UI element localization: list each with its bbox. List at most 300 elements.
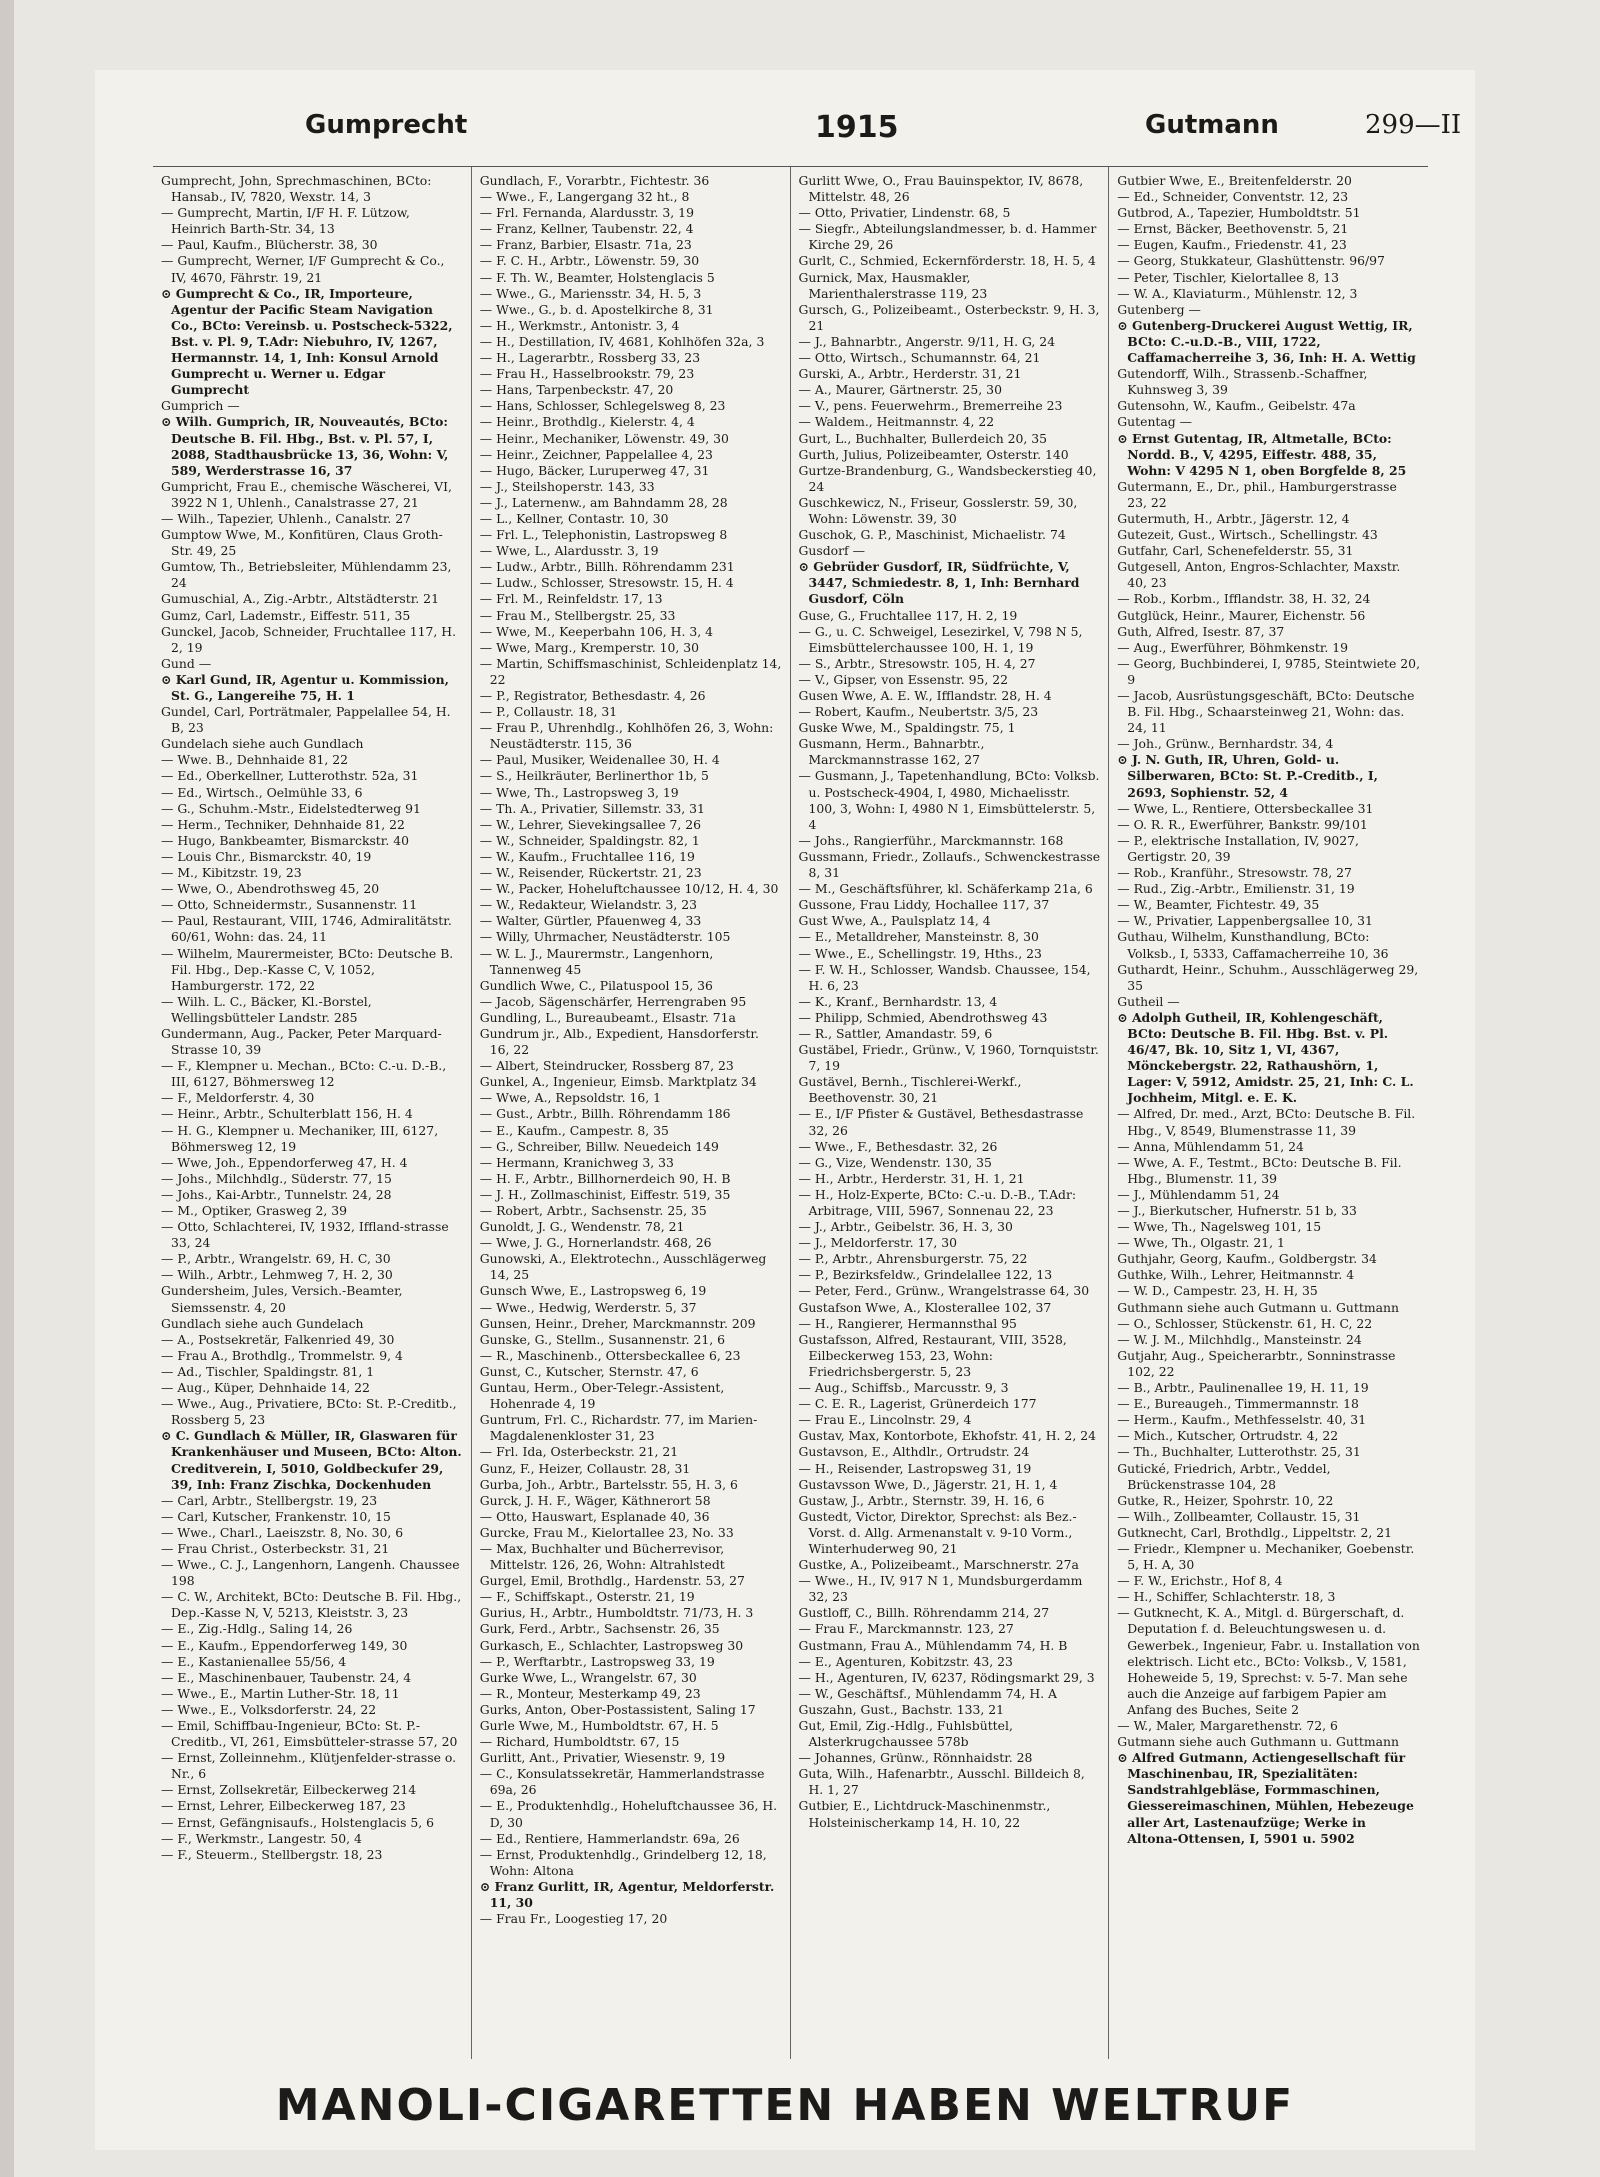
directory-entry: Gustävel, Bernh., Tischlerei-Werkf., Beethovenstr. 30, 21 <box>798 1074 1022 1106</box>
directory-entry: Gustafson Wwe, A., Klosterallee 102, 37 <box>798 1299 1052 1315</box>
directory-entry: Gundel, Carl, Porträtmaler, Pappelallee 54, H. B, 23 <box>161 704 451 736</box>
directory-entry: Gumpricht, Frau E., chemische Wäscherei, VI, 3922 N 1, Uhlenh., Canalstrasse 27, 21 <box>161 478 452 510</box>
directory-entry: — E., Kaufm., Eppendorferweg 149, 30 <box>161 1637 408 1653</box>
directory-entry: — Otto, Privatier, Lindenstr. 68, 5 <box>798 205 1011 221</box>
directory-entry: Gumprich — <box>161 398 240 414</box>
directory-entry: Gutgesell, Anton, Engros-Schlachter, Maxstr. 40, 23 <box>1117 559 1401 591</box>
directory-entry: — Jacob, Ausrüstungsgeschäft, BCto: Deutsche B. Fil. Hbg., Schaarsteinweg 21, Wohn: das. 24, 11 <box>1117 688 1415 736</box>
directory-entry: Guntau, Herm., Ober-Telegr.-Assistent, Hohenrade 4, 19 <box>479 1380 725 1412</box>
directory-entry: — Johs., Rangierführ., Marckmannstr. 168 <box>798 832 1064 848</box>
directory-entry: — Louis Chr., Bismarckstr. 40, 19 <box>161 848 372 864</box>
directory-entry: — H., Lagerarbtr., Rossberg 33, 23 <box>479 350 701 366</box>
directory-entry: — Wwe, Th., Olgastr. 21, 1 <box>1117 1235 1285 1251</box>
directory-entry: — Wwe., E., Martin Luther-Str. 18, 11 <box>161 1685 400 1701</box>
directory-entry: Gurle Wwe, M., Humboldtstr. 67, H. 5 <box>479 1718 719 1733</box>
directory-entry: ⊙ Wilh. Gumprich, IR, Nouveautés, BCto: Deutsche B. Fil. Hbg., Bst. v. Pl. 57, I, 2088, Stadthausbrücke 13, 36, Wohn: V, 589, Werderstrasse 16, 37 <box>161 414 449 478</box>
directory-entry: — Frau M., Stellbergstr. 25, 33 <box>479 607 676 623</box>
directory-entry: — W. J. M., Milchhdlg., Mansteinstr. 24 <box>1117 1331 1362 1347</box>
directory-entry: — Wwe., H., IV, 917 N 1, Mundsburgerdamm 32, 23 <box>798 1573 1083 1605</box>
directory-entry: Gutermuth, H., Arbtr., Jägerstr. 12, 4 <box>1117 510 1350 526</box>
adjacent-page-edge <box>0 0 14 2177</box>
directory-entry: Gutendorff, Wilh., Strassenb.-Schaffner, Kuhnsweg 3, 39 <box>1117 366 1368 398</box>
directory-entry: — Otto, Wirtsch., Schumannstr. 64, 21 <box>798 350 1041 366</box>
directory-entry: Gustke, A., Polizeibeamt., Marschnerstr. 27a <box>798 1557 1079 1573</box>
directory-entry: Guth, Alfred, Isestr. 87, 37 <box>1117 623 1285 639</box>
directory-entry: — Frau F., Marckmannstr. 123, 27 <box>798 1621 1014 1637</box>
directory-entry: Gutheil — <box>1117 993 1180 1009</box>
directory-entry: — S., Arbtr., Stresowstr. 105, H. 4, 27 <box>798 655 1036 671</box>
directory-entry: Gutbier Wwe, E., Breitenfelderstr. 20 <box>1117 173 1352 188</box>
page-header <box>95 110 1475 150</box>
directory-entry: Gustavsson Wwe, D., Jägerstr. 21, H. 1, 4 <box>798 1476 1058 1492</box>
directory-entry: — Wilhelm, Maurermeister, BCto: Deutsche B. Fil. Hbg., Dep.-Kasse C, V, 1052, Hamburgerstr. 172, 22 <box>161 945 454 993</box>
directory-entry: Gurgel, Emil, Brothdlg., Hardenstr. 53, 27 <box>479 1573 745 1589</box>
directory-entry: Guschkewicz, N., Friseur, Gosslerstr. 59, 30, Wohn: Löwenstr. 39, 30 <box>798 494 1078 526</box>
header-page-number: 299—II <box>1365 110 1462 140</box>
directory-entry: — J., Laternenw., am Bahndamm 28, 28 <box>479 494 728 510</box>
directory-entry: Gurt, L., Buchhalter, Bullerdeich 20, 35 <box>798 430 1048 446</box>
directory-entry: — R., Monteur, Mesterkamp 49, 23 <box>479 1685 701 1701</box>
directory-entry: — Wwe, O., Abendrothsweg 45, 20 <box>161 881 380 897</box>
directory-entry: — Johs., Kai-Arbtr., Tunnelstr. 24, 28 <box>161 1186 392 1202</box>
directory-entry: Gut, Emil, Zig.-Hdlg., Fuhlsbüttel, Alsterkrugchaussee 578b <box>798 1718 1013 1750</box>
directory-entry: — Ernst, Zolleinnehm., Klütjenfelder-strasse o. Nr., 6 <box>161 1750 457 1782</box>
directory-entry: — Wwe, Marg., Kremperstr. 10, 30 <box>479 639 700 655</box>
directory-entry: — Otto, Schlachterei, IV, 1932, Iffland-strasse 33, 24 <box>161 1219 449 1251</box>
directory-entry: Gustmann, Frau A., Mühlendamm 74, H. B <box>798 1637 1068 1653</box>
directory-entry: Gurtze-Brandenburg, G., Wandsbeckerstieg 40, 24 <box>798 462 1097 494</box>
directory-entry: — Rud., Zig.-Arbtr., Emilienstr. 31, 19 <box>1117 881 1355 897</box>
directory-entry: — Wwe, A., Repsoldstr. 16, 1 <box>479 1090 662 1106</box>
directory-entry: — Gumprecht, Werner, I/F Gumprecht & Co., IV, 4670, Fährstr. 19, 21 <box>161 253 445 285</box>
directory-entry: — C. W., Architekt, BCto: Deutsche B. Fil. Hbg., Dep.-Kasse N, V, 5213, Kleiststr. 3, 23 <box>161 1589 462 1621</box>
directory-entry: — E., Produktenhdlg., Hoheluftchaussee 36, H. D, 30 <box>479 1798 778 1830</box>
directory-entry: — E., Kastanienallee 55/56, 4 <box>161 1653 347 1669</box>
directory-entry: — Jacob, Sägenschärfer, Herrengraben 95 <box>479 993 747 1009</box>
directory-entry: Gurski, A., Arbtr., Herderstr. 31, 21 <box>798 366 1022 382</box>
directory-entry: — Rob., Kranführ., Stresowstr. 78, 27 <box>1117 865 1352 881</box>
directory-entry: — Wilh., Arbtr., Lehmweg 7, H. 2, 30 <box>161 1267 393 1283</box>
directory-entry: — W. L. J., Maurermstr., Langenhorn, Tannenweg 45 <box>479 945 714 977</box>
directory-entry: — Carl, Kutscher, Frankenstr. 10, 15 <box>161 1508 391 1524</box>
directory-entry: Guse, G., Fruchtallee 117, H. 2, 19 <box>798 607 1018 623</box>
directory-entry: — Frl. Fernanda, Alardusstr. 3, 19 <box>479 205 694 221</box>
directory-entry: — Wwe, M., Keeperbahn 106, H. 3, 4 <box>479 623 713 639</box>
directory-entry: — Wwe., Charl., Laeiszstr. 8, No. 30, 6 <box>161 1524 404 1540</box>
directory-entry: — J., Bahnarbtr., Angerstr. 9/11, H. G, 24 <box>798 333 1056 349</box>
directory-entry: — Paul, Kaufm., Blücherstr. 38, 30 <box>161 237 378 253</box>
directory-entry: — P., elektrische Installation, IV, 9027, Gertigstr. 20, 39 <box>1117 832 1359 864</box>
directory-entry: Gunsch Wwe, E., Lastropsweg 6, 19 <box>479 1283 707 1299</box>
directory-entry: — Gutknecht, K. A., Mitgl. d. Bürgerschaft, d. Deputation f. d. Beleuchtungswesen u. d. Gewerbek., Ingenieur, Fabr. u. Installation von elektrisch. Licht etc., BCto: Volksb., V, 1581, Hoheweide 5, 19, Sprechst: v. 5-7. Man sehe auch die Anzeige auf farbigem Papier am Anfang des Buches, Seite 2 <box>1117 1605 1420 1717</box>
directory-entry: — Frl. Ida, Osterbeckstr. 21, 21 <box>479 1444 679 1460</box>
directory-entry: Gust Wwe, A., Paulsplatz 14, 4 <box>798 913 991 929</box>
directory-entry: — G., u. C. Schweigel, Lesezirkel, V, 798 N 5, Eimsbüttelerchaussee 100, H. 1, 19 <box>798 623 1083 655</box>
directory-entry: Gundling, L., Bureaubeamt., Elsastr. 71a <box>479 1009 736 1025</box>
directory-entry: — H., Agenturen, IV, 6237, Rödingsmarkt 29, 3 <box>798 1669 1095 1685</box>
directory-entry: — Peter, Tischler, Kielortallee 8, 13 <box>1117 269 1340 285</box>
directory-entry: Gurk, Ferd., Arbtr., Sachsenstr. 26, 35 <box>479 1621 720 1637</box>
directory-entry: — W., Geschäftsf., Mühlendamm 74, H. A <box>798 1685 1057 1701</box>
directory-entry: — Wwe., F., Langergang 32 ht., 8 <box>479 189 690 205</box>
directory-entry: — Ernst, Produktenhdlg., Grindelberg 12, 18, Wohn: Altona <box>479 1846 767 1878</box>
directory-entry: — F. Th. W., Beamter, Holstenglacis 5 <box>479 269 715 285</box>
directory-entry: — R., Maschinenb., Ottersbeckallee 6, 23 <box>479 1347 741 1363</box>
directory-entry: Gurlitt, Ant., Privatier, Wiesenstr. 9, 19 <box>479 1750 726 1766</box>
directory-entry: Gussmann, Friedr., Zollaufs., Schwenckestrasse 8, 31 <box>798 848 1101 881</box>
directory-entry: — Th., Buchhalter, Lutterothstr. 25, 31 <box>1117 1444 1361 1460</box>
directory-entry: Gurks, Anton, Ober-Postassistent, Saling 17 <box>479 1701 756 1717</box>
directory-entry: — H., Holz-Experte, BCto: C.-u. D.-B., T.Adr: Arbitrage, VIII, 5967, Sonnenau 22, 23 <box>798 1186 1077 1218</box>
directory-entry: — W., Packer, Hoheluftchaussee 10/12, H. 4, 30 <box>479 881 779 897</box>
directory-entry: — Joh., Grünw., Bernhardstr. 34, 4 <box>1117 736 1334 752</box>
directory-entry: Gusdorf — <box>798 543 865 559</box>
directory-entry: Gusmann, Herm., Bahnarbtr., Marckmannstrasse 162, 27 <box>798 736 985 768</box>
directory-entry: — F., Steuerm., Stellbergstr. 18, 23 <box>161 1846 383 1862</box>
directory-entry: ⊙ Gutenberg-Druckerei August Wettig, IR, BCto: C.-u.D.-B., VIII, 1722, Caffamacherreihe 3, 36, Inh: H. A. Wettig <box>1117 317 1416 366</box>
directory-entry: — G., Schuhm.-Mstr., Eidelstedterweg 91 <box>161 800 421 816</box>
directory-entry: — Frl. M., Reinfeldstr. 17, 13 <box>479 591 663 607</box>
column-1 <box>153 167 472 2059</box>
directory-entry: — Wwe., Hedwig, Werderstr. 5, 37 <box>479 1299 697 1315</box>
directory-entry: — O., Schlosser, Stückenstr. 61, H. C, 22 <box>1117 1315 1373 1331</box>
directory-entry: — O. R. R., Ewerführer, Bankstr. 99/101 <box>1117 816 1368 832</box>
directory-entry: Gurkasch, E., Schlachter, Lastropsweg 30 <box>479 1637 744 1653</box>
directory-entry: Gurlt, C., Schmied, Eckernförderstr. 18, H. 5, 4 <box>798 253 1096 269</box>
directory-entry: — Anna, Mühlendamm 51, 24 <box>1117 1138 1304 1154</box>
directory-entry: — Frl. L., Telephonistin, Lastropsweg 8 <box>479 527 728 543</box>
directory-entry: — J., Meldorferstr. 17, 30 <box>798 1235 957 1251</box>
directory-entry: Gutmann siehe auch Guthmann u. Guttmann <box>1117 1734 1399 1750</box>
directory-entry: ⊙ Adolph Gutheil, IR, Kohlengeschäft, BCto: Deutsche B. Fil. Hbg. Bst. v. Pl. 46/47, Bk. 10, Sitz 1, VI, 4367, Mönckebergstr. 22, Rathaushörn, 1, Lager: V, 5912, Amidstr. 25, 21, Inh: C. L. Jochheim, Mitgl. e. E. K. <box>1117 1009 1414 1106</box>
directory-entry: Guthau, Wilhelm, Kunsthandlung, BCto: Volksb., I, 5333, Caffamacherreihe 10, 36 <box>1117 929 1389 961</box>
directory-entry: — Wwe, A. F., Testmt., BCto: Deutsche B. Fil. Hbg., Blumenstr. 11, 39 <box>1117 1154 1402 1186</box>
directory-entry: — Otto, Hauswart, Esplanade 40, 36 <box>479 1508 710 1524</box>
directory-entry: Gutke, R., Heizer, Spohrstr. 10, 22 <box>1117 1492 1334 1508</box>
directory-entry: — H., Werkmstr., Antonistr. 3, 4 <box>479 317 680 333</box>
directory-entry: — F. W., Erichstr., Hof 8, 4 <box>1117 1573 1283 1589</box>
directory-entry: Guta, Wilh., Hafenarbtr., Ausschl. Billdeich 8, H. 1, 27 <box>798 1766 1085 1798</box>
directory-entry: — W., Redakteur, Wielandstr. 3, 23 <box>479 897 698 913</box>
directory-entry: — Wwe., C. J., Langenhorn, Langenh. Chaussee 198 <box>161 1557 460 1589</box>
directory-entry: — P., Arbtr., Ahrensburgerstr. 75, 22 <box>798 1251 1028 1267</box>
directory-entry: Gustäbel, Friedr., Grünw., V, 1960, Tornquiststr. 7, 19 <box>798 1042 1099 1074</box>
directory-entry: Gumz, Carl, Lademstr., Eiffestr. 511, 35 <box>161 607 411 623</box>
directory-entry: Gunst, C., Kutscher, Sternstr. 47, 6 <box>479 1363 699 1379</box>
directory-entry: — Walter, Gürtler, Pfauenweg 4, 33 <box>479 913 702 929</box>
directory-entry: — Ludw., Arbtr., Billh. Röhrendamm 231 <box>479 559 735 575</box>
directory-entry: — B., Arbtr., Paulinenallee 19, H. 11, 19 <box>1117 1380 1369 1396</box>
directory-entry: Gurth, Julius, Polizeibeamter, Osterstr. 140 <box>798 446 1069 462</box>
directory-entry: — H. G., Klempner u. Mechaniker, III, 6127, Böhmersweg 12, 19 <box>161 1122 439 1154</box>
directory-entry: Guszahn, Gust., Bachstr. 133, 21 <box>798 1701 1005 1717</box>
directory-entry: Gustedt, Victor, Direktor, Sprechst: als Bez.-Vorst. d. Allg. Armenanstalt v. 9-10 Vorm., Winterhuderweg 90, 21 <box>798 1508 1077 1556</box>
directory-entry: Gutfahr, Carl, Schenefelderstr. 55, 31 <box>1117 543 1354 559</box>
directory-entry: Gundersheim, Jules, Versich.-Beamter, Siemssenstr. 4, 20 <box>161 1283 403 1315</box>
directory-entry: — P., Registrator, Bethesdastr. 4, 26 <box>479 688 706 703</box>
directory-entry: Gurius, H., Arbtr., Humboldtstr. 71/73, H. 3 <box>479 1605 754 1621</box>
directory-entry: — M., Optiker, Grasweg 2, 39 <box>161 1203 348 1218</box>
directory-entry: Gumprecht, John, Sprechmaschinen, BCto: Hansab., IV, 7820, Wexstr. 14, 3 <box>161 173 432 205</box>
directory-entry: Gunoldt, J. G., Wendenstr. 78, 21 <box>479 1219 685 1235</box>
directory-entry: — Gust., Arbtr., Billh. Röhrendamm 186 <box>479 1106 731 1122</box>
directory-entry: — Ernst, Bäcker, Beethovenstr. 5, 21 <box>1117 221 1349 237</box>
directory-entry: — R., Sattler, Amandastr. 59, 6 <box>798 1025 993 1041</box>
directory-entry: ⊙ Franz Gurlitt, IR, Agentur, Meldorferstr. 11, 30 <box>479 1878 775 1911</box>
directory-entry: — Ed., Schneider, Conventstr. 12, 23 <box>1117 189 1349 205</box>
directory-entry: — F. W. H., Schlosser, Wandsb. Chaussee, 154, H. 6, 23 <box>798 961 1091 993</box>
directory-entry: — Herm., Techniker, Dehnhaide 81, 22 <box>161 816 405 832</box>
directory-entry: — Wwe., F., Bethesdastr. 32, 26 <box>798 1138 998 1154</box>
directory-entry: — J., Bierkutscher, Hufnerstr. 51 b, 33 <box>1117 1203 1357 1218</box>
directory-entry: Gurck, J. H. F., Wäger, Käthnerort 58 <box>479 1492 711 1508</box>
directory-entry: — Martin, Schiffsmaschinist, Schleidenplatz 14, 22 <box>479 655 782 687</box>
directory-entry: — J., Steilshoperstr. 143, 33 <box>479 478 655 494</box>
directory-entry: — Mich., Kutscher, Ortrudstr. 4, 22 <box>1117 1428 1339 1444</box>
directory-entry: Gumtow, Th., Betriebsleiter, Mühlendamm 23, 24 <box>161 559 452 591</box>
directory-entry: — G., Schreiber, Billw. Neuedeich 149 <box>479 1138 719 1154</box>
directory-entry: — Wilh. L. C., Bäcker, Kl.-Borstel, Wellingsbütteler Landstr. 285 <box>161 993 372 1025</box>
directory-entry: — Wwe. B., Dehnhaide 81, 22 <box>161 752 348 768</box>
directory-entry: — H., Reisender, Lastropsweg 31, 19 <box>798 1460 1032 1476</box>
directory-entry: — Friedr., Klempner u. Mechaniker, Goebenstr. 5, H. A, 30 <box>1117 1540 1415 1573</box>
directory-entry: Gundrum jr., Alb., Expedient, Hansdorferstr. 16, 22 <box>479 1025 759 1058</box>
directory-entry: — Frau P., Uhrenhdlg., Kohlhöfen 26, 3, Wohn: Neustädterstr. 115, 36 <box>479 720 774 752</box>
directory-entry: Gunz, F., Heizer, Collaustr. 28, 31 <box>479 1460 691 1476</box>
column-4 <box>1109 167 1428 2059</box>
directory-entry: Gurlitt Wwe, O., Frau Bauinspektor, IV, 8678, Mittelstr. 48, 26 <box>798 173 1084 205</box>
directory-entry: — L., Kellner, Contastr. 10, 30 <box>479 510 669 526</box>
directory-entry: — V., pens. Feuerwehrm., Bremerreihe 23 <box>798 398 1063 414</box>
directory-entry: — E., I/F Pfister & Gustävel, Bethesdastrasse 32, 26 <box>798 1106 1084 1138</box>
directory-entry: — H. F., Arbtr., Billhornerdeich 90, H. B <box>479 1170 731 1186</box>
directory-entry: — W., Kaufm., Fruchtallee 116, 19 <box>479 848 695 864</box>
directory-entry: — Frau E., Lincolnstr. 29, 4 <box>798 1412 972 1428</box>
directory-entry: — Hans, Tarpenbeckstr. 47, 20 <box>479 382 674 398</box>
directory-entry: — V., Gipser, von Essenstr. 95, 22 <box>798 671 1008 687</box>
directory-entry: — Hugo, Bäcker, Luruperweg 47, 31 <box>479 462 710 478</box>
directory-entry: — J. H., Zollmaschinist, Eiffestr. 519, 35 <box>479 1186 731 1202</box>
directory-entry: — J., Mühlendamm 51, 24 <box>1117 1186 1280 1202</box>
directory-entry: — Ad., Tischler, Spaldingstr. 81, 1 <box>161 1363 375 1379</box>
directory-entry: — A., Maurer, Gärtnerstr. 25, 30 <box>798 382 1002 398</box>
directory-entry: — Ernst, Zollsekretär, Eilbeckerweg 214 <box>161 1782 417 1798</box>
directory-entry: — Philipp, Schmied, Abendrothsweg 43 <box>798 1009 1048 1025</box>
directory-entry: — Robert, Kaufm., Neubertstr. 3/5, 23 <box>798 704 1039 720</box>
directory-entry: — Wwe, Joh., Eppendorferweg 47, H. 4 <box>161 1154 408 1170</box>
directory-entry: — Wwe., Aug., Privatiere, BCto: St. P.-Creditb., Rossberg 5, 23 <box>161 1396 457 1428</box>
directory-entry: Guthardt, Heinr., Schuhm., Ausschlägerweg 29, 35 <box>1117 961 1419 993</box>
directory-entry: — Heinr., Zeichner, Pappelallee 4, 23 <box>479 446 713 462</box>
directory-entry: Guschok, G. P., Maschinist, Michaelistr. 74 <box>798 527 1066 543</box>
directory-entry: — Eugen, Kaufm., Friedenstr. 41, 23 <box>1117 237 1347 253</box>
directory-entry: — Emil, Schiffbau-Ingenieur, BCto: St. P.-Creditb., VI, 261, Eimsbütteler-strasse 57, 20 <box>161 1718 458 1750</box>
directory-entry: — Ed., Oberkellner, Lutterothstr. 52a, 31 <box>161 768 419 784</box>
directory-entry: — Willy, Uhrmacher, Neustädterstr. 105 <box>479 929 731 945</box>
directory-entry: — Wwe, L., Alardusstr. 3, 19 <box>479 543 659 559</box>
directory-columns <box>153 166 1428 2059</box>
directory-entry: — P., Collaustr. 18, 31 <box>479 704 618 720</box>
directory-entry: — J., Arbtr., Geibelstr. 36, H. 3, 30 <box>798 1219 1013 1235</box>
directory-entry: — Wilh., Tapezier, Uhlenh., Canalstr. 27 <box>161 510 412 526</box>
directory-entry: — P., Werftarbtr., Lastropsweg 33, 19 <box>479 1653 715 1669</box>
directory-entry: — Siegfr., Abteilungslandmesser, b. d. Hammer Kirche 29, 26 <box>798 221 1097 253</box>
directory-entry: Gusen Wwe, A. E. W., Ifflandstr. 28, H. 4 <box>798 688 1052 703</box>
advertisement-banner: MANOLI-CIGARETTEN HABEN WELTRUF <box>275 2080 1295 2131</box>
directory-entry: — F., Schiffskapt., Osterstr. 21, 19 <box>479 1589 695 1605</box>
directory-entry: — Wwe, Th., Lastropsweg 3, 19 <box>479 784 679 800</box>
directory-entry: — Johs., Milchhdlg., Süderstr. 77, 15 <box>161 1170 392 1186</box>
directory-entry: — Th. A., Privatier, Sillemstr. 33, 31 <box>479 800 705 816</box>
directory-entry: Gustav, Max, Kontorbote, Ekhofstr. 41, H. 2, 24 <box>798 1428 1096 1444</box>
directory-entry: — P., Arbtr., Wrangelstr. 69, H. C, 30 <box>161 1251 391 1267</box>
directory-entry: — Robert, Arbtr., Sachsenstr. 25, 35 <box>479 1203 707 1218</box>
directory-entry: — Wwe., G., b. d. Apostelkirche 8, 31 <box>479 301 714 317</box>
directory-entry: — Heinr., Arbtr., Schulterblatt 156, H. 4 <box>161 1106 413 1122</box>
directory-entry: — Frau Fr., Loogestieg 17, 20 <box>479 1911 668 1927</box>
directory-entry: — F., Werkmstr., Langestr. 50, 4 <box>161 1830 362 1846</box>
directory-entry: — F. C. H., Arbtr., Löwenstr. 59, 30 <box>479 253 700 269</box>
directory-entry: — Heinr., Mechaniker, Löwenstr. 49, 30 <box>479 430 729 446</box>
directory-entry: — Alfred, Dr. med., Arzt, BCto: Deutsche B. Fil. Hbg., V, 8549, Blumenstrasse 11, 39 <box>1117 1106 1416 1138</box>
directory-entry: — Albert, Steindrucker, Rossberg 87, 23 <box>479 1058 734 1074</box>
directory-entry: Gunowski, A., Elektrotechn., Ausschlägerweg 14, 25 <box>479 1251 767 1283</box>
directory-entry: — Paul, Restaurant, VIII, 1746, Admiralitätstr. 60/61, Wohn: das. 24, 11 <box>161 913 452 945</box>
directory-entry: ⊙ Gumprecht & Co., IR, Importeure, Agentur der Pacific Steam Navigation Co., BCto: Vereinsb. u. Postscheck-5322, Bst. v. Pl. 9, T.Adr: Niebuhro, IV, 1267, Hermannstr. 14, 1, Inh: Konsul Arnold Gumprecht u. Werner u. Edgar Gumprecht <box>161 285 453 398</box>
directory-entry: — Gumprecht, Martin, I/F H. F. Lützow, Heinrich Barth-Str. 34, 13 <box>161 205 410 237</box>
directory-entry: — Frau H., Hasselbrookstr. 79, 23 <box>479 366 695 382</box>
directory-entry: — Heinr., Brothdlg., Kielerstr. 4, 4 <box>479 414 695 430</box>
directory-entry: — K., Kranf., Bernhardstr. 13, 4 <box>798 993 998 1009</box>
directory-entry: — G., Vize, Wendenstr. 130, 35 <box>798 1154 992 1170</box>
directory-entry: — E., Metalldreher, Mansteinstr. 8, 30 <box>798 929 1039 945</box>
directory-entry: Gundlach, F., Vorarbtr., Fichtestr. 36 <box>479 173 710 188</box>
directory-entry: — Ludw., Schlosser, Stresowstr. 15, H. 4 <box>479 575 734 591</box>
directory-entry: — Aug., Schiffsb., Marcusstr. 9, 3 <box>798 1380 1009 1396</box>
directory-entry: — C., Konsulatssekretär, Hammerlandstrasse 69a, 26 <box>479 1766 765 1798</box>
directory-entry: Gundlich Wwe, C., Pilatuspool 15, 36 <box>479 977 713 993</box>
directory-entry: — Ernst, Gefängnisaufs., Holstenglacis 5, 6 <box>161 1814 435 1830</box>
directory-entry: Gunske, G., Stellm., Susannenstr. 21, 6 <box>479 1331 726 1347</box>
directory-entry: — E., Bureaugeh., Timmermannstr. 18 <box>1117 1396 1359 1412</box>
directory-entry: — S., Heilkräuter, Berlinerthor 1b, 5 <box>479 768 709 784</box>
directory-entry: Guntrum, Frl. C., Richardstr. 77, im Marien-Magdalenenkloster 31, 23 <box>479 1412 758 1444</box>
directory-entry: Guthjahr, Georg, Kaufm., Goldbergstr. 34 <box>1117 1251 1377 1267</box>
directory-entry: Gutentag — <box>1117 414 1193 430</box>
directory-entry: — W., Maler, Margarethenstr. 72, 6 <box>1117 1718 1338 1733</box>
directory-entry: — Peter, Ferd., Grünw., Wrangelstrasse 64, 30 <box>798 1283 1090 1299</box>
directory-entry: Gutermann, E., Dr., phil., Hamburgerstrasse 23, 22 <box>1117 478 1397 510</box>
directory-entry: — Herm., Kaufm., Methfesselstr. 40, 31 <box>1117 1412 1367 1428</box>
directory-entry: Gund — <box>161 655 212 671</box>
directory-page <box>95 70 1475 2150</box>
directory-entry: — Ed., Rentiere, Hammerlandstr. 69a, 26 <box>479 1830 740 1846</box>
directory-entry: Gumuschial, A., Zig.-Arbtr., Altstädterstr. 21 <box>161 591 439 607</box>
directory-entry: — E., Zig.-Hdlg., Saling 14, 26 <box>161 1621 353 1637</box>
column-3 <box>791 167 1110 2059</box>
directory-entry: — E., Agenturen, Kobitzstr. 43, 23 <box>798 1653 1013 1669</box>
directory-entry: — Hermann, Kranichweg 3, 33 <box>479 1154 674 1170</box>
directory-entry: — H., Arbtr., Herderstr. 31, H. 1, 21 <box>798 1170 1025 1186</box>
directory-entry: — Waldem., Heitmannstr. 4, 22 <box>798 414 995 430</box>
directory-entry: — Ed., Wirtsch., Oelmühle 33, 6 <box>161 784 363 800</box>
directory-entry: Gundermann, Aug., Packer, Peter Marquard-Strasse 10, 39 <box>161 1025 442 1058</box>
directory-entry: — Paul, Musiker, Weidenallee 30, H. 4 <box>479 752 720 768</box>
directory-entry: — Hugo, Bankbeamter, Bismarckstr. 40 <box>161 832 409 848</box>
header-year: 1915 <box>815 110 899 145</box>
directory-entry: Guthmann siehe auch Gutmann u. Guttmann <box>1117 1299 1399 1315</box>
directory-entry: Gutezeit, Gust., Wirtsch., Schellingstr. 43 <box>1117 527 1378 543</box>
directory-entry: — P., Bezirksfeldw., Grindelallee 122, 13 <box>798 1267 1053 1283</box>
directory-entry: — Wwe., E., Volksdorferstr. 24, 22 <box>161 1701 377 1717</box>
directory-entry: — W., Lehrer, Sievekingsallee 7, 26 <box>479 816 702 832</box>
directory-entry: — H., Destillation, IV, 4681, Kohlhöfen 32a, 3 <box>479 333 765 349</box>
directory-entry: — H., Schiffer, Schlachterstr. 18, 3 <box>1117 1589 1336 1605</box>
directory-entry: — H., Rangierer, Hermannsthal 95 <box>798 1315 1017 1331</box>
header-last-name: Gutmann <box>1145 110 1279 140</box>
directory-entry: Gunsen, Heinr., Dreher, Marckmannstr. 209 <box>479 1315 756 1331</box>
directory-entry: — W., Schneider, Spaldingstr. 82, 1 <box>479 832 700 848</box>
directory-entry: — A., Postsekretär, Falkenried 49, 30 <box>161 1331 395 1347</box>
directory-entry: — Wwe, J. G., Hornerlandstr. 468, 26 <box>479 1235 712 1251</box>
directory-entry: — Frau Christ., Osterbeckstr. 31, 21 <box>161 1540 390 1556</box>
directory-entry: ⊙ C. Gundlach & Müller, IR, Glaswaren für Krankenhäuser und Museen, BCto: Alton. Creditverein, I, 5010, Goldbeckufer 29, 39, Inh: Franz Zischka, Dockenhuden <box>161 1428 462 1492</box>
directory-entry: Gunckel, Jacob, Schneider, Fruchtallee 117, H. 2, 19 <box>161 623 457 655</box>
directory-entry: Gurke Wwe, L., Wrangelstr. 67, 30 <box>479 1669 697 1685</box>
directory-entry: — Georg, Buchbinderei, I, 9785, Steintwiete 20, 9 <box>1117 655 1421 687</box>
directory-entry: Gurnick, Max, Hausmakler, Marienthalerstrasse 119, 23 <box>798 269 988 301</box>
directory-entry: Gutbier, E., Lichtdruck-Maschinenmstr., Holsteinischerkamp 14, H. 10, 22 <box>798 1798 1051 1830</box>
directory-entry: Gutknecht, Carl, Brothdlg., Lippeltstr. 2, 21 <box>1117 1524 1393 1540</box>
directory-entry: — M., Kibitzstr. 19, 23 <box>161 865 302 881</box>
directory-entry: Gussone, Frau Liddy, Hochallee 117, 37 <box>798 897 1050 913</box>
directory-entry: — C. E. R., Lagerist, Grünerdeich 177 <box>798 1396 1037 1412</box>
directory-entry: — Wwe, L., Rentiere, Ottersbeckallee 31 <box>1117 800 1374 816</box>
directory-entry: — Wwe, Th., Nagelsweg 101, 15 <box>1117 1219 1322 1235</box>
directory-entry: Gumptow Wwe, M., Konfitüren, Claus Groth-Str. 49, 25 <box>161 527 443 559</box>
header-first-name: Gumprecht <box>305 110 468 140</box>
directory-entry: Gutjahr, Aug., Speicherarbtr., Sonninstrasse 102, 22 <box>1117 1347 1396 1379</box>
directory-entry: — Hans, Schlosser, Schlegelsweg 8, 23 <box>479 398 726 414</box>
directory-entry: — E., Kaufm., Campestr. 8, 35 <box>479 1122 669 1138</box>
directory-entry: — Gusmann, J., Tapetenhandlung, BCto: Volksb. u. Postscheck-4904, I, 4980, Michaelisstr. 100, 3, Wohn: I, 4980 N 1, Eimsbüttelerstr. 5, 4 <box>798 768 1100 832</box>
directory-entry: Guske Wwe, M., Spaldingstr. 75, 1 <box>798 720 1016 736</box>
directory-entry: — W. D., Campestr. 23, H. H, 35 <box>1117 1283 1318 1299</box>
directory-entry: ⊙ Ernst Gutentag, IR, Altmetalle, BCto: Nordd. B., V, 4295, Eiffestr. 488, 35, Wohn: V 4295 N 1, oben Borgfelde 8, 25 <box>1117 430 1407 478</box>
directory-entry: Guthke, Wilh., Lehrer, Heitmannstr. 4 <box>1117 1267 1355 1283</box>
directory-entry: Gustafsson, Alfred, Restaurant, VIII, 3528, Eilbeckerweg 153, 23, Wohn: Friedrichsbergerstr. 5, 23 <box>798 1331 1067 1379</box>
directory-entry: — W. A., Klaviaturm., Mühlenstr. 12, 3 <box>1117 285 1358 301</box>
directory-entry: — F., Klempner u. Mechan., BCto: C.-u. D.-B., III, 6127, Böhmersweg 12 <box>161 1058 447 1090</box>
directory-entry: — E., Maschinenbauer, Taubenstr. 24, 4 <box>161 1669 412 1685</box>
directory-entry: Gundlach siehe auch Gundelach <box>161 1315 364 1331</box>
directory-entry: Gundelach siehe auch Gundlach <box>161 736 364 752</box>
directory-entry: — Aug., Ewerführer, Böhmkenstr. 19 <box>1117 639 1349 655</box>
directory-entry: Gursch, G., Polizeibeamt., Osterbeckstr. 9, H. 3, 21 <box>798 301 1100 333</box>
directory-entry: — F., Meldorferstr. 4, 30 <box>161 1090 315 1106</box>
directory-entry: — Ernst, Lehrer, Eilbeckerweg 187, 23 <box>161 1798 406 1814</box>
directory-entry: — Franz, Kellner, Taubenstr. 22, 4 <box>479 221 694 237</box>
directory-entry: Gutensohn, W., Kaufm., Geibelstr. 47a <box>1117 398 1356 414</box>
directory-entry: — W., Privatier, Lappenbergsallee 10, 31 <box>1117 913 1373 929</box>
directory-entry: — Aug., Küper, Dehnhaide 14, 22 <box>161 1380 370 1396</box>
directory-entry: — Georg, Stukkateur, Glashüttenstr. 96/97 <box>1117 253 1385 269</box>
directory-entry: ⊙ Gebrüder Gusdorf, IR, Südfrüchte, V, 3447, Schmiedestr. 8, 1, Inh: Bernhard Gusdorf, Cöln <box>798 559 1080 607</box>
directory-entry: Gustaw, J., Arbtr., Sternstr. 39, H. 16, 6 <box>798 1492 1045 1508</box>
directory-entry: — M., Geschäftsführer, kl. Schäferkamp 21a, 6 <box>798 881 1093 897</box>
directory-entry: — W., Reisender, Rückertstr. 21, 23 <box>479 865 702 881</box>
directory-entry: Gutglück, Heinr., Maurer, Eichenstr. 56 <box>1117 607 1366 623</box>
